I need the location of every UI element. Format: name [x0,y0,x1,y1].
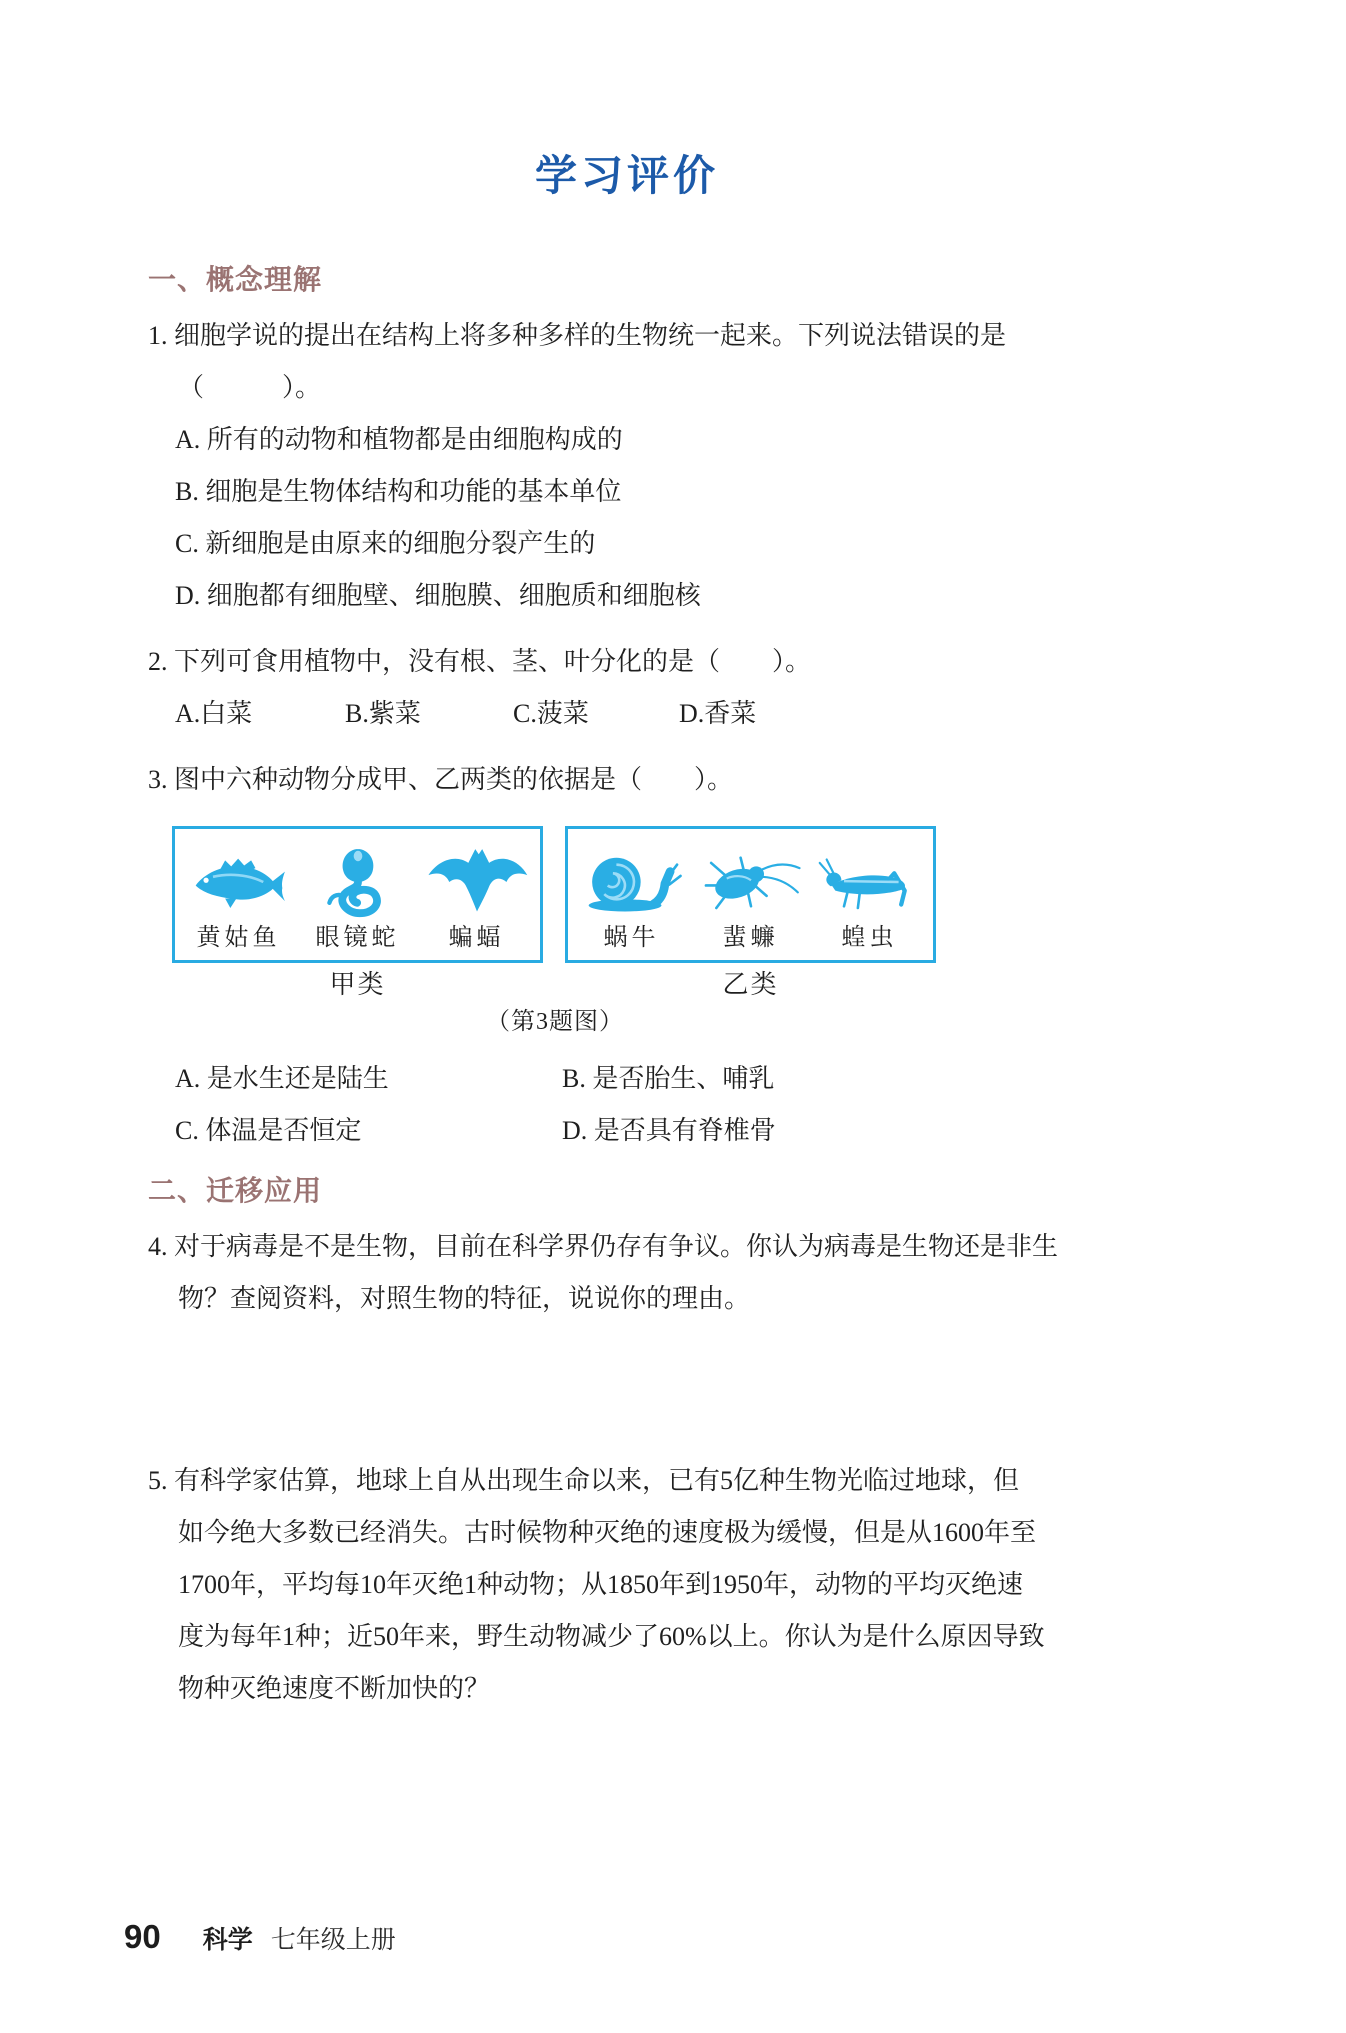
question-1-option-a: A. 所有的动物和植物都是由细胞构成的 [175,425,623,454]
page-number: 90 [124,1918,161,1955]
question-3-text: 3. 图中六种动物分成甲、乙两类的依据是（ ）。 [148,765,734,794]
question-2-option-a: A.白菜 [175,699,253,728]
question-1-blank: （ ）。 [178,373,322,402]
question-2-text: 2. 下列可食用植物中，没有根、茎、叶分化的是（ ）。 [148,647,812,676]
question-5-line-2: 如今绝大多数已经消失。古时候物种灭绝的速度极为缓慢，但是从1600年至 [178,1518,1037,1547]
animal-cell-locust [812,842,928,954]
question-3-option-b: B. 是否胎生、哺乳 [562,1064,775,1093]
question-2 [148,636,980,740]
animal-name: 蜚蠊 [722,925,779,951]
animal-cell-cobra [300,842,416,954]
question-1-option-b: B. 细胞是生物体结构和功能的基本单位 [175,477,622,506]
animal-cell-cockroach [693,842,809,954]
snail-image [580,842,684,922]
question-1-option-c: C. 新细胞是由原来的细胞分裂产生的 [175,529,596,558]
locust-image [818,842,922,922]
footer-subject: 科学 [202,1926,253,1954]
page-title: 学习评价 [534,152,719,199]
page-footer [124,1918,396,1956]
figure-caption: （第3题图） [486,1009,624,1035]
figure-boxes [172,826,938,963]
section-heading-concept: 一、概念理解 [148,264,323,295]
question-2-option-b: B.紫菜 [345,699,421,728]
question-3-option-d: D. 是否具有脊椎骨 [562,1116,776,1145]
animal-name: 蜗牛 [603,925,660,951]
question-3-options-left [175,1053,535,1157]
footer-volume: 七年级上册 [270,1926,396,1954]
question-2-options [175,688,980,740]
animal-name: 蝙蝠 [448,925,505,951]
animal-name: 蝗虫 [841,925,898,951]
figure-group-labels [172,967,938,1003]
question-1-text: 1. 细胞学说的提出在结构上将多种多样的生物统一起来。下列说法错误的是 [148,321,1007,350]
question-3 [148,754,980,1157]
question-5-line-3: 1700年，平均每10年灭绝1种动物；从1850年到1950年，动物的平均灭绝速 [178,1570,1024,1599]
question-5-line-5: 物种灭绝速度不断加快的？ [178,1674,491,1703]
animal-cell-snail [574,842,690,954]
question-3-option-c: C. 体温是否恒定 [175,1116,362,1145]
animal-cell-fish [181,842,297,954]
bat-image [425,842,529,922]
group-b-label: 乙类 [722,970,779,999]
group-a-box [172,826,543,963]
question-1-option-d: D. 细胞都有细胞壁、细胞膜、细胞质和细胞核 [175,581,701,610]
question-3-figure [172,826,938,1039]
cockroach-image [699,842,803,922]
animal-name: 黄姑鱼 [196,925,281,951]
question-1 [148,310,1007,622]
cobra-image [306,842,410,922]
page-content [148,260,1059,1715]
textbook-page [0,148,1346,1955]
group-a-label: 甲类 [329,970,386,999]
animal-name: 眼镜蛇 [315,925,400,951]
question-4-line-1: 4. 对于病毒是不是生物，目前在科学界仍存有争议。你认为病毒是生物还是非生 [148,1232,1059,1261]
animal-cell-bat [419,842,535,954]
question-4-line-2: 物？查阅资料，对照生物的特征，说说你的理由。 [178,1284,751,1313]
question-4 [148,1221,1059,1325]
group-b-box [565,826,936,963]
question-5-line-1: 5. 有科学家估算，地球上自从出现生命以来，已有5亿种生物光临过地球，但 [148,1466,1020,1495]
section-heading-transfer: 二、迁移应用 [148,1175,323,1206]
question-3-option-a: A. 是水生还是陆生 [175,1064,389,1093]
question-2-option-c: C.菠菜 [513,699,589,728]
question-3-options-right [562,1053,776,1157]
question-3-options [148,1053,980,1157]
yellow-croaker-image [187,842,291,922]
question-5 [148,1455,1045,1715]
question-5-line-4: 度为每年1种；近50年来，野生动物减少了60%以上。你认为是什么原因导致 [178,1622,1045,1651]
question-2-option-d: D.香菜 [679,699,757,728]
